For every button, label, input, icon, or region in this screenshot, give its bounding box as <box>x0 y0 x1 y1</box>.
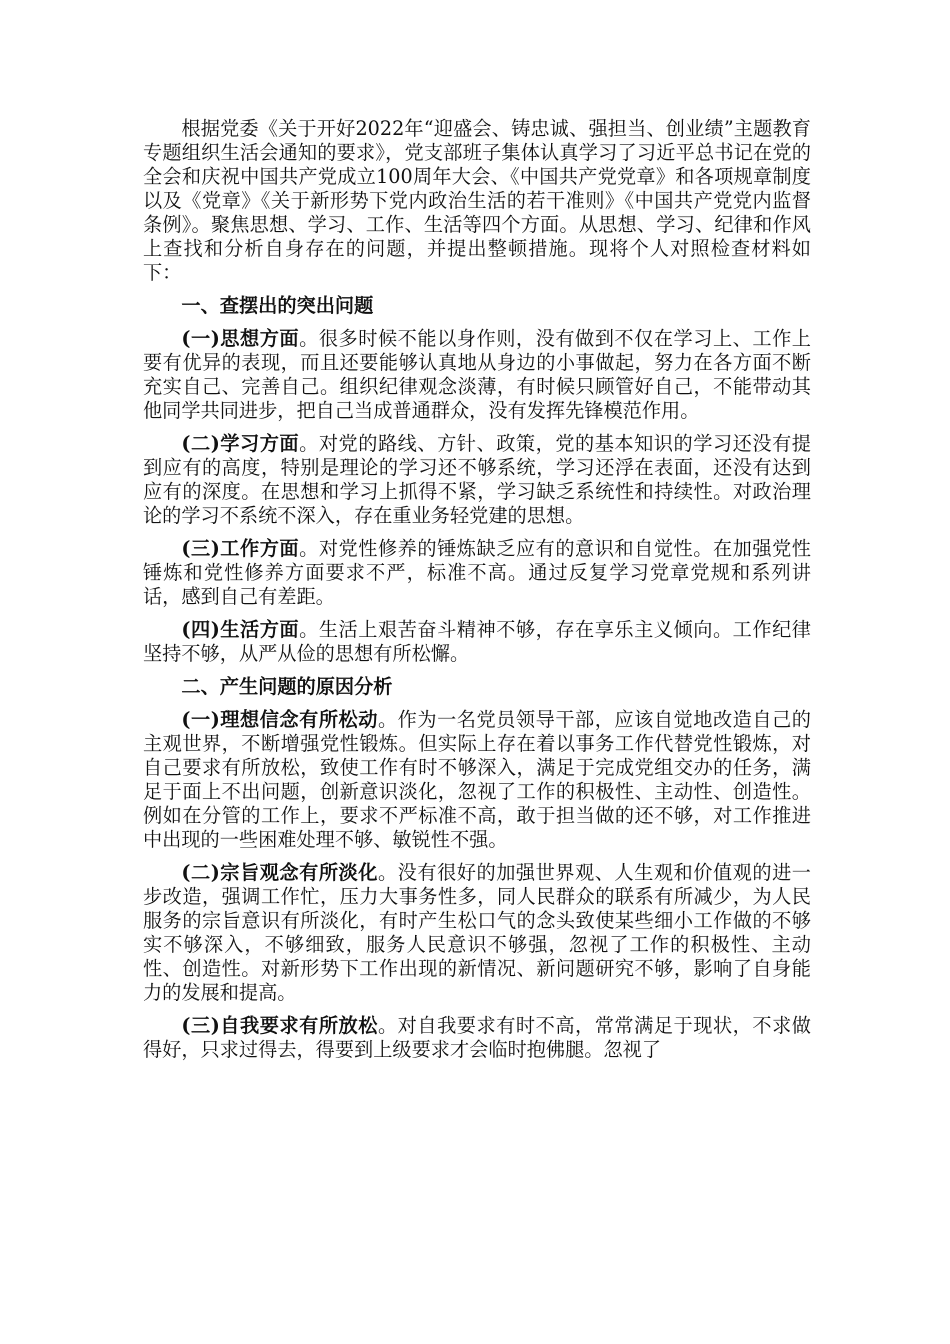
item-lead: (一)理想信念有所松动 <box>181 708 378 731</box>
section2-item-1 <box>143 708 811 852</box>
item-lead: (一)思想方面 <box>181 327 300 350</box>
document-page <box>143 117 811 1062</box>
item-lead: (二)宗旨观念有所淡化 <box>181 861 378 884</box>
item-lead: (二)学习方面 <box>181 432 300 455</box>
item-text: 。很多时候不能以身作则，没有做到不仅在学习上、工作上要有优异的表现，而且还要能够认真地从身边的小事做起，努力在各方面不断充实自己、完善自己。组织纪律观念淡薄，有时候只顾管好自己，不能带动其他同学共同进步，把自己当成普通群众，没有发挥先锋模范作用。 <box>143 327 811 422</box>
intro-paragraph: 根据党委《关于开好2022年“迎盛会、铸忠诚、强担当、创业绩”主题教育专题组织生活会通知的要求》，党支部班子集体认真学习了习近平总书记在党的全会和庆祝中国共产党成立100周年大会、《中国共产党党章》和各项规章制度以及《党章》《关于新形势下党内政治生活的若干准则》《中国共产党党内监督条例》。聚焦思想、学习、工作、生活等四个方面。从思想、学习、纪律和作风上查找和分析自身存在的问题，并提出整顿措施。现将个人对照检查材料如下： <box>143 117 811 284</box>
item-lead: (四)生活方面 <box>181 618 300 641</box>
item-text: 。生活上艰苦奋斗精神不够，存在享乐主义倾向。工作纪律坚持不够，从严从俭的思想有所松懈。 <box>143 618 811 665</box>
section1-item-1 <box>143 327 811 423</box>
item-text: 。没有很好的加强世界观、人生观和价值观的进一步改造，强调工作忙，压力大事务性多，同人民群众的联系有所减少，为人民服务的宗旨意识有所淡化，有时产生松口气的念头致使某些细小工作做的不够实不够深入，不够细致，服务人民意识不够强，忽视了工作的积极性、主动性、创造性。对新形势下工作出现的新情况、新问题研究不够，影响了自身能力的发展和提高。 <box>143 861 811 1004</box>
section-heading-2: 二、产生问题的原因分析 <box>181 675 393 698</box>
section2-item-2 <box>143 861 811 1005</box>
section1-item-4 <box>143 618 811 666</box>
item-text: 。对自我要求有时不高，常常满足于现状，不求做得好，只求过得去，得要到上级要求才会临时抱佛腿。忽视了 <box>143 1014 811 1061</box>
item-lead: (三)工作方面 <box>181 537 300 560</box>
section1-item-2 <box>143 432 811 528</box>
item-text: 。作为一名党员领导干部，应该自觉地改造自己的主观世界，不断增强党性锻炼。但实际上存在着以事务工作代替党性锻炼，对自己要求有所放松，致使工作有时不够深入，满足于完成党组交办的任务，满足于面上不出问题，创新意识淡化，忽视了工作的积极性、主动性、创造性。例如在分管的工作上，要求不严标准不高，敢于担当做的还不够，对工作推进中出现的一些困难处理不够、敏锐性不强。 <box>143 708 811 851</box>
item-lead: (三)自我要求有所放松 <box>181 1014 378 1037</box>
section2-item-3 <box>143 1014 811 1062</box>
section1-item-3 <box>143 537 811 609</box>
item-text: 。对党性修养的锤炼缺乏应有的意识和自觉性。在加强党性锤炼和党性修养方面要求不严，标准不高。通过反复学习党章党规和系列讲话，感到自己有差距。 <box>143 537 811 608</box>
section-heading-1: 一、查摆出的突出问题 <box>181 294 374 317</box>
item-text: 。对党的路线、方针、政策，党的基本知识的学习还没有提到应有的高度，特别是理论的学习还不够系统，学习还浮在表面，还没有达到应有的深度。在思想和学习上抓得不紧，学习缺乏系统性和持续性。对政治理论的学习不系统不深入，存在重业务轻党建的思想。 <box>143 432 811 527</box>
